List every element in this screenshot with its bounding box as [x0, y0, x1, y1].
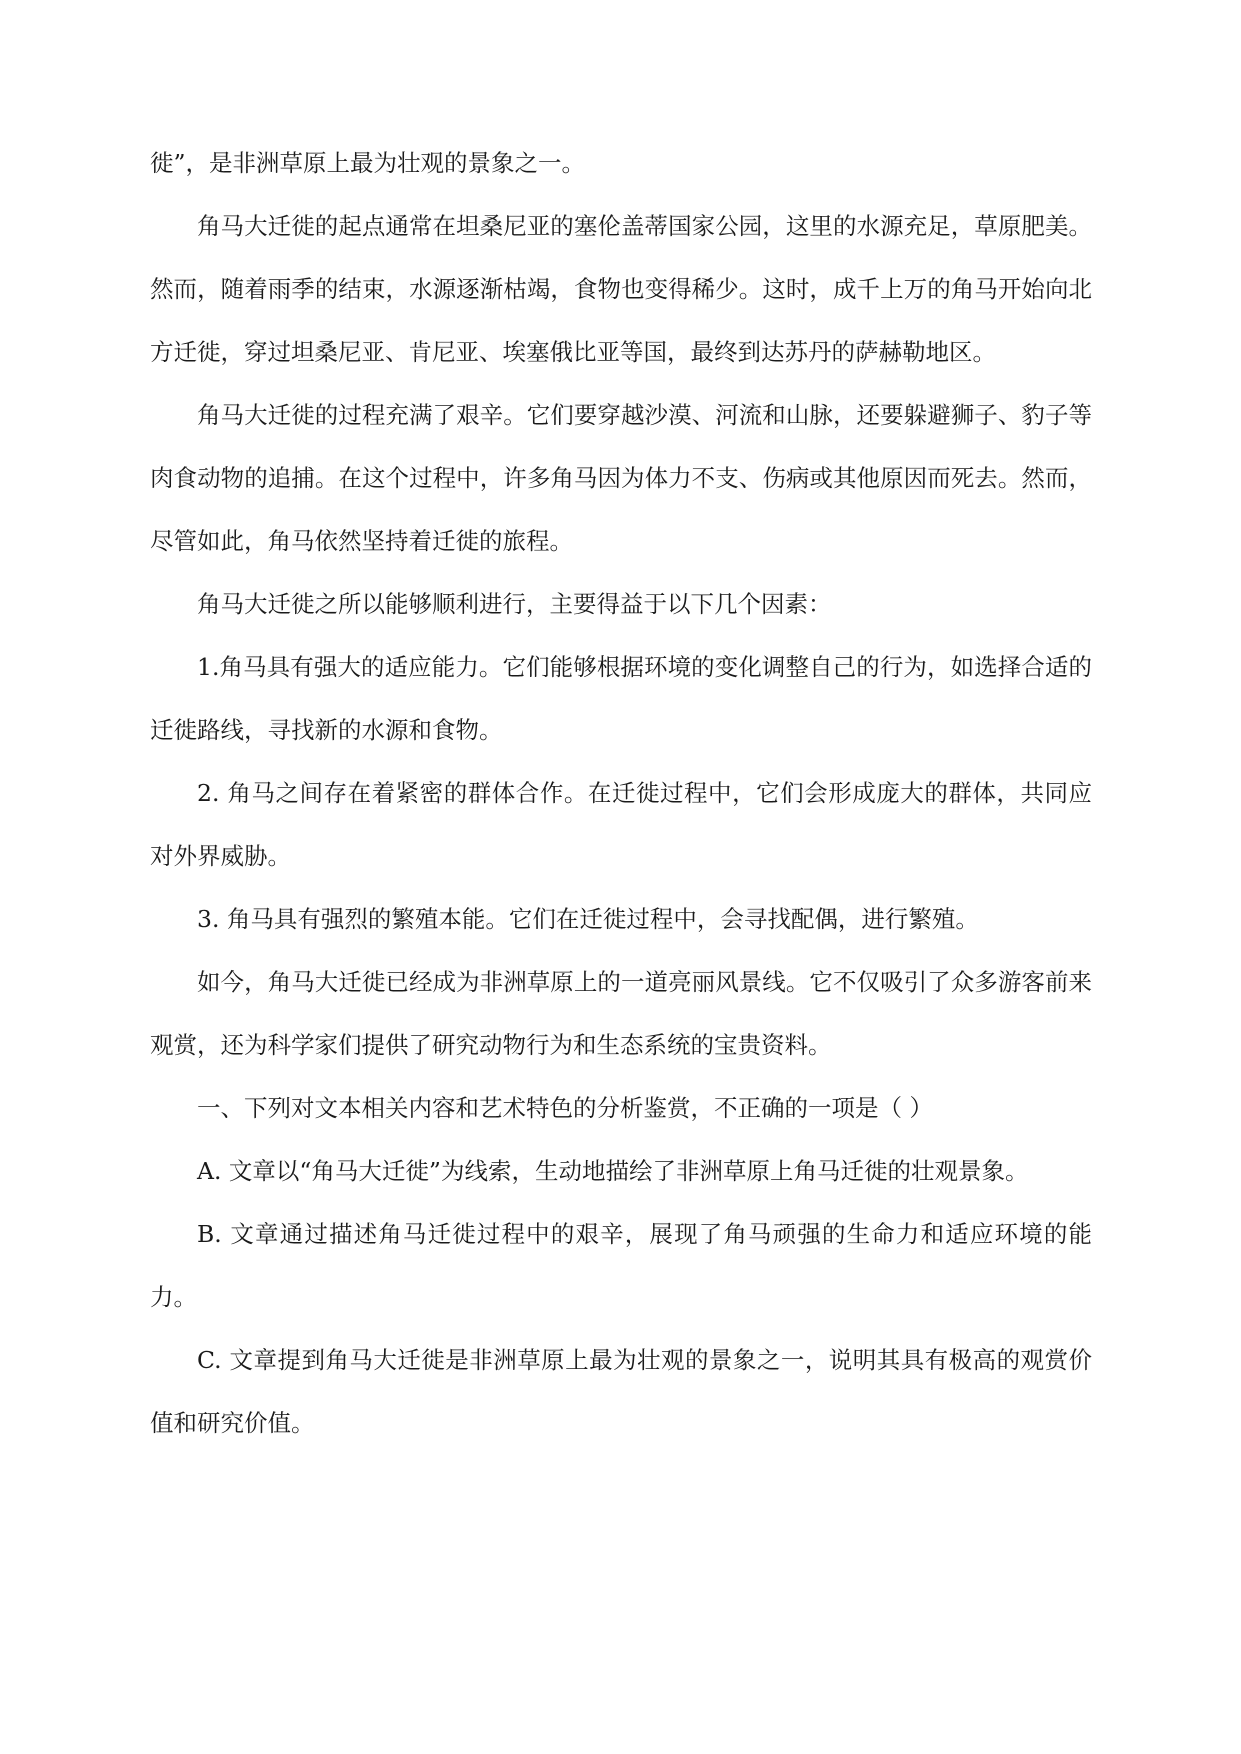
paragraph-conclusion: 如今，角马大迁徙已经成为非洲草原上的一道亮丽风景线。它不仅吸引了众多游客前来观赏，还为科学家们提供了研究动物行为和生态系统的宝贵资料。	[150, 968, 1092, 1059]
paragraph-factor-1: 1.角马具有强大的适应能力。它们能够根据环境的变化调整自己的行为，如选择合适的迁徙路线，寻找新的水源和食物。	[150, 653, 1092, 744]
option-c: C. 文章提到角马大迁徙是非洲草原上最为壮观的景象之一，说明其具有极高的观赏价值和研究价值。	[150, 1346, 1092, 1437]
paragraph-migration-hardship: 角马大迁徙的过程充满了艰辛。它们要穿越沙漠、河流和山脉，还要躲避狮子、豹子等肉食动物的追捕。在这个过程中，许多角马因为体力不支、伤病或其他原因而死去。然而，尽管如此，角马依然坚持着迁徙的旅程。	[150, 401, 1092, 555]
document-body	[150, 132, 1092, 1455]
paragraph-continuation: 徙”，是非洲草原上最为壮观的景象之一。	[150, 149, 586, 177]
paragraph-factors-intro: 角马大迁徙之所以能够顺利进行，主要得益于以下几个因素：	[197, 590, 832, 618]
question-stem: 一、下列对文本相关内容和艺术特色的分析鉴赏，不正确的一项是（ ）	[197, 1094, 933, 1122]
paragraph-migration-route: 角马大迁徙的起点通常在坦桑尼亚的塞伦盖蒂国家公园，这里的水源充足，草原肥美。然而，随着雨季的结束，水源逐渐枯竭，食物也变得稀少。这时，成千上万的角马开始向北方迁徙，穿过坦桑尼亚、肯尼亚、埃塞俄比亚等国，最终到达苏丹的萨赫勒地区。	[150, 212, 1092, 366]
paragraph-factor-3: 3. 角马具有强烈的繁殖本能。它们在迁徙过程中，会寻找配偶，进行繁殖。	[197, 905, 979, 933]
option-a: A. 文章以“角马大迁徙”为线索，生动地描绘了非洲草原上角马迁徙的壮观景象。	[197, 1157, 1029, 1185]
paragraph-factor-2: 2. 角马之间存在着紧密的群体合作。在迁徙过程中，它们会形成庞大的群体，共同应对外界威胁。	[150, 779, 1092, 870]
option-b: B. 文章通过描述角马迁徙过程中的艰辛，展现了角马顽强的生命力和适应环境的能力。	[150, 1220, 1092, 1311]
